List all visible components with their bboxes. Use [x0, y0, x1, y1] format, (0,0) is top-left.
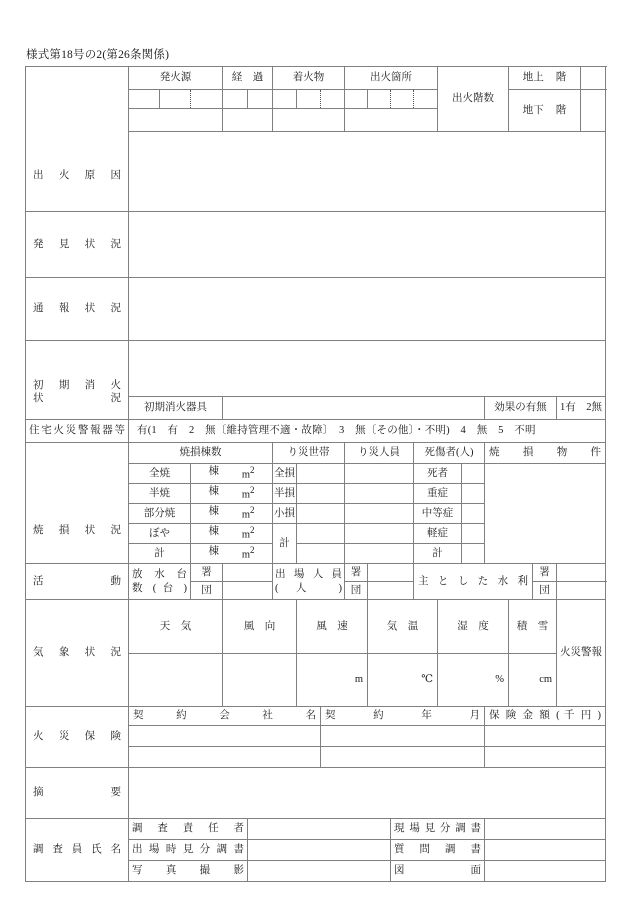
fire-report-form-table: [25, 66, 606, 882]
investigator-left-input-1[interactable]: [248, 840, 391, 861]
fire-location-code-3[interactable]: [391, 90, 414, 109]
investigator-right-input-2[interactable]: [485, 861, 606, 882]
water-source-org-input-0[interactable]: [557, 564, 606, 582]
household-total-input[interactable]: [297, 544, 345, 564]
report-input[interactable]: [129, 278, 606, 341]
process-input[interactable]: [223, 109, 273, 132]
investigator-right-label-2: 図 面: [391, 861, 485, 882]
floor-below-ground-label: 地下 階: [509, 90, 581, 132]
effect-label: 効果の有無: [485, 397, 557, 420]
damage-header-row: [26, 443, 606, 464]
discovery-row: [26, 212, 606, 278]
personnel-org-input-0[interactable]: [368, 564, 414, 582]
household-row-label-3: 計: [273, 524, 297, 564]
initial-fire-equipment-input[interactable]: [223, 397, 485, 420]
casualty-row-input-1[interactable]: [462, 484, 485, 504]
insurance-header-company: 契 約 会 社 名: [129, 707, 321, 726]
insurance-header-amount: 保 険 金 額 ( 千 円 ): [485, 707, 606, 726]
weather-col-header-4: 湿 度: [438, 600, 509, 654]
weather-col-input-2[interactable]: m: [297, 653, 368, 707]
report-row: [26, 278, 606, 341]
report-section-label: 通 報 状 況: [26, 278, 129, 341]
household-row-label-2: 小損: [273, 504, 297, 524]
weather-header-row: [26, 600, 606, 654]
fire-floor-label: 出火階数: [438, 67, 509, 132]
residential-alarm-label: 住宅火災警報器等: [26, 420, 129, 443]
fire-location-code-4[interactable]: [414, 90, 438, 109]
household-row-input-3[interactable]: [297, 524, 345, 544]
discovery-section-label: 発 見 状 況: [26, 212, 129, 278]
household-row-input-0[interactable]: [297, 464, 345, 484]
ignited-object-code-1[interactable]: [273, 90, 297, 109]
weather-col-header-1: 風 向: [223, 600, 297, 654]
weather-col-input-0[interactable]: [129, 653, 223, 707]
process-code-2[interactable]: [248, 90, 273, 109]
summary-section-label: 摘 要: [26, 768, 129, 819]
building-row-units-4[interactable]: 棟 m2: [191, 544, 273, 564]
ignited-object-header: 着火物: [273, 67, 345, 90]
building-row-label-4: 計: [129, 544, 191, 564]
personnel-org-label-1: 団: [345, 582, 368, 600]
investigator-left-input-2[interactable]: [248, 861, 391, 882]
personnel-label: 出場人員 ( 人 ): [273, 564, 345, 600]
process-code-1[interactable]: [223, 90, 248, 109]
insurance-date-input-0[interactable]: [321, 726, 485, 747]
process-header: 経 過: [223, 67, 273, 90]
insurance-header-date: 契 約 年 月: [321, 707, 485, 726]
victims-input-2[interactable]: [345, 504, 414, 524]
form-number-title: 様式第18号の2(第26条関係): [26, 49, 170, 61]
water-source-org-input-1[interactable]: [557, 582, 606, 600]
discovery-input[interactable]: [129, 212, 606, 278]
fire-location-code-2[interactable]: [368, 90, 391, 109]
damage-property-header: 焼 損 物 件: [485, 443, 606, 464]
personnel-org-label-0: 署: [345, 564, 368, 582]
water-source-org-label-0: 署: [533, 564, 557, 582]
insurance-company-input-1[interactable]: [129, 747, 321, 768]
ignition-source-header: 発火源: [129, 67, 223, 90]
casualty-row-label-1: 重症: [414, 484, 462, 504]
investigator-right-input-1[interactable]: [485, 840, 606, 861]
household-row-input-1[interactable]: [297, 484, 345, 504]
investigator-right-label-1: 質 問 調 書: [391, 840, 485, 861]
weather-col-input-1[interactable]: [223, 653, 297, 707]
floor-below-ground-input[interactable]: [581, 90, 606, 132]
floor-above-ground-input[interactable]: [581, 67, 606, 90]
investigator-left-label-2: 写 真 撮 影: [129, 861, 248, 882]
water-source-label: 主とした水利: [414, 564, 533, 600]
initial-fire-section-label: 初 期 消 火 状 況: [26, 341, 129, 420]
weather-section-label: 気 象 状 況: [26, 600, 129, 707]
building-row-label-0: 全焼: [129, 464, 191, 484]
activity-row-1: [26, 564, 606, 582]
casualty-row-input-3[interactable]: [462, 524, 485, 544]
origin-section-label: 出 火 原 因: [26, 67, 129, 212]
damage-victims-header: り災人員: [345, 443, 414, 464]
weather-col-header-5: 積 雪: [509, 600, 557, 654]
insurance-amount-input-1[interactable]: [485, 747, 606, 768]
household-row-label-1: 半損: [273, 484, 297, 504]
damage-section-label: 焼 損 状 況: [26, 443, 129, 564]
building-row-label-1: 半焼: [129, 484, 191, 504]
initial-fire-input[interactable]: [129, 341, 606, 397]
building-row-units-0[interactable]: 棟 m2: [191, 464, 273, 484]
damage-property-input[interactable]: [485, 464, 606, 564]
household-row-input-2[interactable]: [297, 504, 345, 524]
summary-row: [26, 768, 606, 819]
insurance-date-input-1[interactable]: [321, 747, 485, 768]
weather-col-input-4[interactable]: %: [438, 653, 509, 707]
floor-above-ground-label: 地上 階: [509, 67, 581, 90]
casualty-row-label-3: 軽症: [414, 524, 462, 544]
victims-input-1[interactable]: [345, 484, 414, 504]
ignition-source-code-1[interactable]: [129, 90, 160, 109]
summary-input[interactable]: [129, 768, 606, 819]
damage-households-header: り災世帯: [273, 443, 345, 464]
investigator-row-0: [26, 819, 606, 840]
water-discharge-org-input-1[interactable]: [223, 582, 273, 600]
effect-options[interactable]: 1有 2無: [557, 397, 606, 420]
water-discharge-org-label-0: 署: [191, 564, 223, 582]
weather-col-header-3: 気 温: [368, 600, 438, 654]
water-discharge-org-input-0[interactable]: [223, 564, 273, 582]
ignition-source-code-2[interactable]: [160, 90, 191, 109]
weather-col-input-5[interactable]: cm: [509, 653, 557, 707]
investigator-right-input-0[interactable]: [485, 819, 606, 840]
casualty-row-label-4: 計: [414, 544, 462, 564]
household-row-label-0: 全損: [273, 464, 297, 484]
activity-section-label: 活 動: [26, 564, 129, 600]
damage-buildings-header: 焼損棟数: [129, 443, 273, 464]
origin-header-row: [26, 67, 606, 90]
damage-casualties-header: 死傷者(人): [414, 443, 485, 464]
ignited-object-code-3[interactable]: [321, 90, 345, 109]
ignition-source-input[interactable]: [129, 109, 223, 132]
casualty-total-input[interactable]: [462, 544, 485, 564]
casualty-row-label-0: 死者: [414, 464, 462, 484]
insurance-amount-input-0[interactable]: [485, 726, 606, 747]
water-discharge-label: 放 水 台 数 ( 台 ): [129, 564, 191, 600]
weather-col-header-0: 天 気: [129, 600, 223, 654]
building-row-units-2[interactable]: 棟 m2: [191, 504, 273, 524]
water-discharge-org-label-1: 団: [191, 582, 223, 600]
ignited-object-input[interactable]: [273, 109, 345, 132]
initial-fire-row: [26, 341, 606, 397]
investigator-section-label: 調 査 員 氏 名: [26, 819, 129, 882]
fire-location-code-1[interactable]: [345, 90, 368, 109]
initial-fire-equipment-label: 初期消火器具: [129, 397, 223, 420]
residential-alarm-row: [26, 420, 606, 443]
fire-location-header: 出火箇所: [345, 67, 438, 90]
casualty-row-input-2[interactable]: [462, 504, 485, 524]
insurance-header-row: [26, 707, 606, 726]
ignition-source-code-3[interactable]: [191, 90, 223, 109]
weather-col-header-2: 風 速: [297, 600, 368, 654]
ignited-object-code-2[interactable]: [297, 90, 321, 109]
casualty-row-input-0[interactable]: [462, 464, 485, 484]
water-source-org-label-1: 団: [533, 582, 557, 600]
fire-warning-label: 火災警報: [557, 600, 606, 707]
victims-input-3[interactable]: [345, 524, 414, 544]
origin-detail-input[interactable]: [129, 132, 606, 212]
investigator-left-input-0[interactable]: [248, 819, 391, 840]
building-row-label-2: 部分焼: [129, 504, 191, 524]
building-row-units-1[interactable]: 棟 m2: [191, 484, 273, 504]
investigator-left-label-1: 出場時見分調書: [129, 840, 248, 861]
residential-alarm-options[interactable]: 有(1 有 2 無〔維持管理不適・故障〕 3 無〔その他〕・不明) 4 無 5 不明: [129, 420, 606, 443]
insurance-section-label: 火 災 保 険: [26, 707, 129, 768]
building-row-units-3[interactable]: 棟 m2: [191, 524, 273, 544]
insurance-company-input-0[interactable]: [129, 726, 321, 747]
victims-input-0[interactable]: [345, 464, 414, 484]
weather-col-input-3[interactable]: ℃: [368, 653, 438, 707]
building-row-label-3: ぼや: [129, 524, 191, 544]
casualty-row-label-2: 中等症: [414, 504, 462, 524]
investigator-left-label-0: 調 査 責 任 者: [129, 819, 248, 840]
fire-location-input[interactable]: [345, 109, 438, 132]
investigator-right-label-0: 現場見分調書: [391, 819, 485, 840]
personnel-org-input-1[interactable]: [368, 582, 414, 600]
victims-total-input[interactable]: [345, 544, 414, 564]
